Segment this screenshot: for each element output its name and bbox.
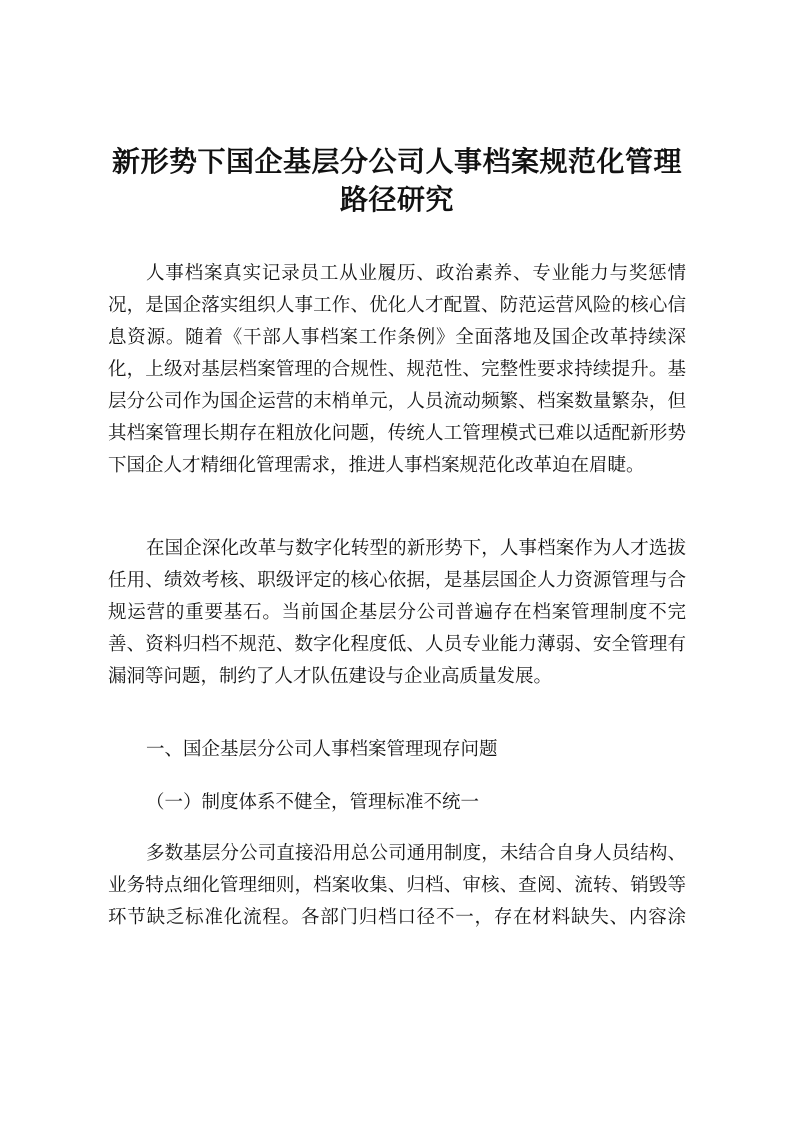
paragraph-line: 环节缺乏标准化流程。各部门归档口径不一，存在材料缺失、内容涂 (108, 907, 686, 928)
document-title-line-1: 新形势下国企基层分公司人事档案规范化管理 (111, 145, 682, 178)
section-heading-text: 一、国企基层分公司人事档案管理现存问题 (146, 739, 498, 760)
paragraph-line: 业务特点细化管理细则，档案收集、归档、审核、查阅、流转、销毁等 (108, 875, 686, 896)
paragraph-line: 在国企深化改革与数字化转型的新形势下，人事档案作为人才选拔 (146, 538, 686, 559)
paragraph-line: 多数基层分公司直接沿用总公司通用制度，未结合自身人员结构、 (146, 843, 686, 864)
paragraph-3 (108, 838, 686, 934)
paragraph-line: 化，上级对基层档案管理的合规性、规范性、完整性要求持续提升。基 (108, 359, 686, 380)
paragraph-line: 任用、绩效考核、职级评定的核心依据，是基层国企人力资源管理与合 (108, 570, 686, 591)
paragraph-line: 漏洞等问题，制约了人才队伍建设与企业高质量发展。 (108, 666, 553, 687)
paragraph-line: 况，是国企落实组织人事工作、优化人才配置、防范运营风险的核心信 (108, 295, 686, 316)
paragraph-line: 其档案管理长期存在粗放化问题，传统人工管理模式已难以适配新形势 (108, 423, 686, 444)
paragraph-line: 善、资料归档不规范、数字化程度低、人员专业能力薄弱、安全管理有 (108, 634, 686, 655)
paragraph-line: 下国企人才精细化管理需求，推进人事档案规范化改革迫在眉睫。 (108, 455, 645, 476)
subsection-heading (108, 787, 686, 819)
section-heading (108, 734, 686, 766)
paragraph-1 (108, 258, 686, 482)
paragraph-line: 人事档案真实记录员工从业履历、政治素养、专业能力与奖惩情 (146, 263, 686, 284)
paragraph-2 (108, 533, 686, 693)
document-title-line-2: 路径研究 (339, 183, 454, 216)
subsection-heading-text: （一）制度体系不健全，管理标准不统一 (146, 792, 480, 813)
paragraph-line: 息资源。随着《干部人事档案工作条例》全面落地及国企改革持续深 (108, 327, 686, 348)
paragraph-line: 层分公司作为国企运营的末梢单元，人员流动频繁、档案数量繁杂，但 (108, 391, 686, 412)
paragraph-line: 规运营的重要基石。当前国企基层分公司普遍存在档案管理制度不完 (108, 602, 686, 623)
